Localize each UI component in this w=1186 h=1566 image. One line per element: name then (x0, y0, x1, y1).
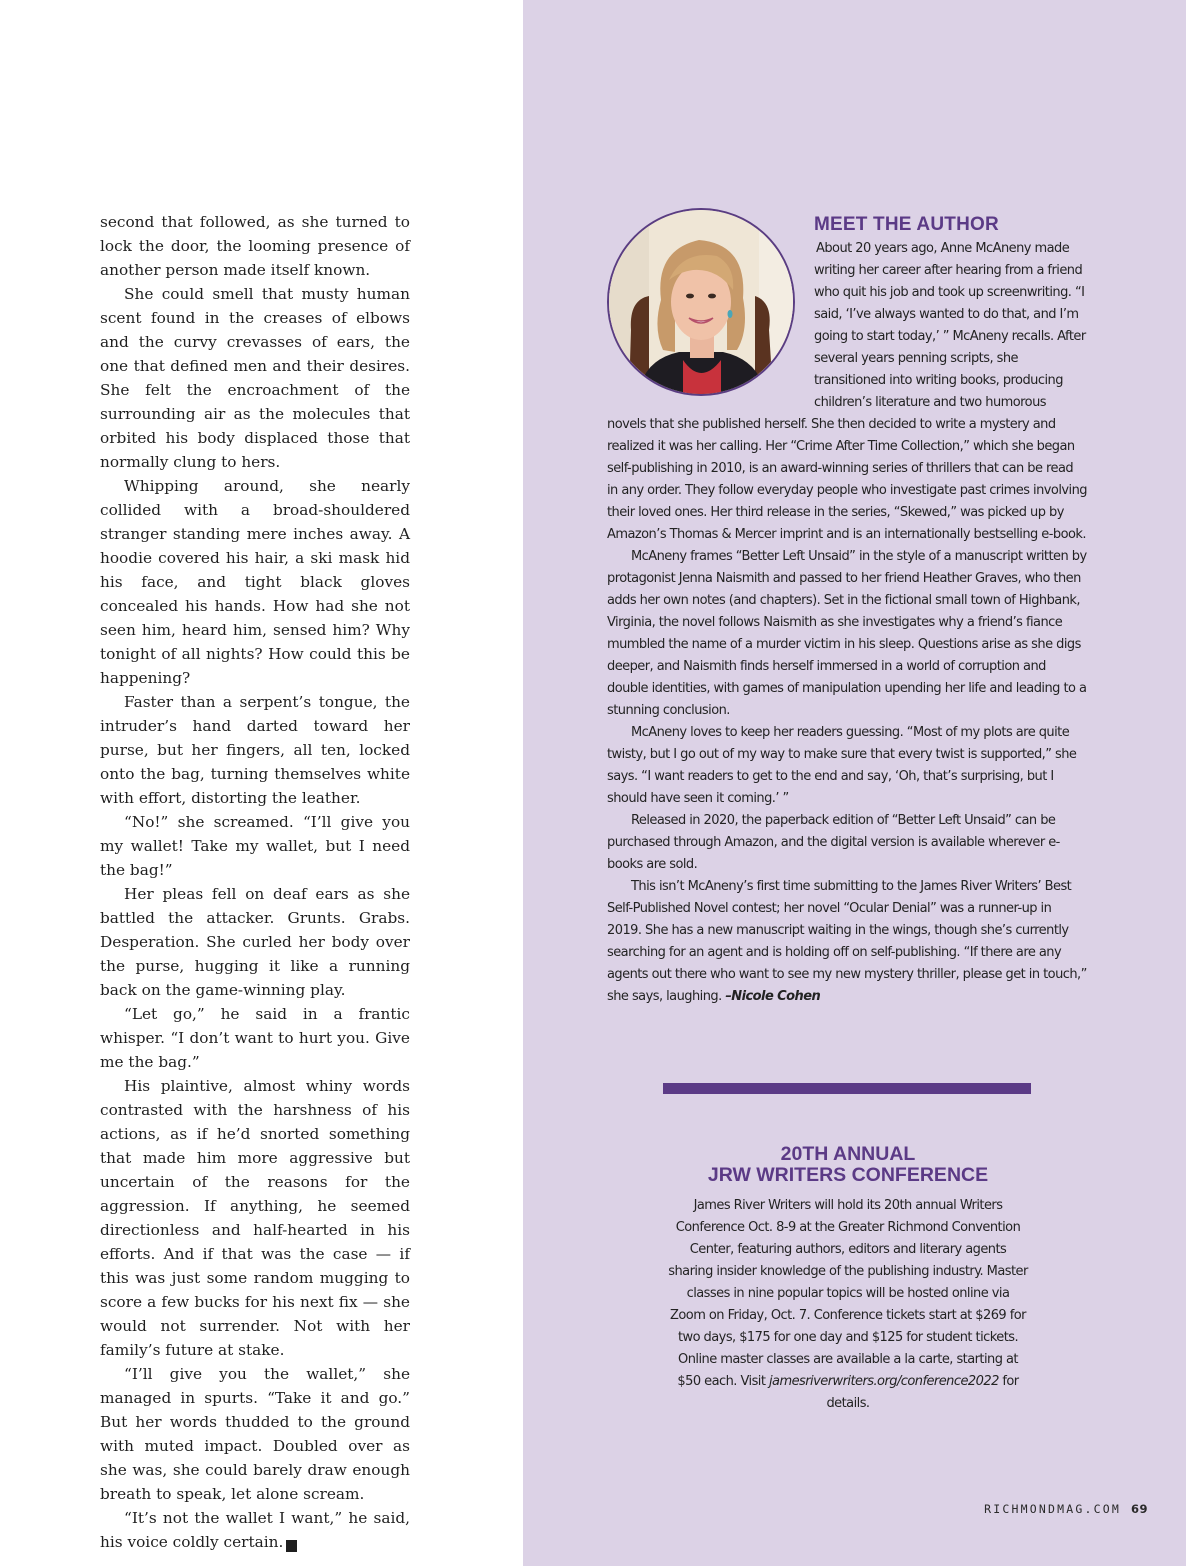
end-mark-icon: R (286, 1540, 297, 1552)
story-paragraph-text: “It’s not the wallet I want,” he said, his voice coldly certain. (100, 1509, 410, 1551)
story-column (100, 210, 410, 1554)
conference-heading-line2: JRW WRITERS CONFERENCE (707, 1164, 989, 1186)
story-paragraph: “I’ll give you the wallet,” she managed in spurts. “Take it and go.” But her words thudded to the ground with muted impact. Doubled over as she was, she could barely draw enough breath to speak, let alone scream. (100, 1365, 410, 1503)
story-paragraph: “No!” she screamed. “I’ll give you my wallet! Take my wallet, but I need the bag!” (100, 813, 410, 879)
story-paragraph: “Let go,” he said in a frantic whisper. “I don’t want to hurt you. Give me the bag.” (100, 1005, 410, 1071)
byline: –Nicole Cohen (725, 989, 821, 1004)
conference-body-end: for details. (826, 1374, 1019, 1411)
sidebar-panel (523, 0, 1186, 1566)
author-paragraph: McAneny loves to keep her readers guessing. “Most of my plots are quite twisty, but I go out of my way to make sure that every twist is supported,” she says. “I want readers to get to the end and say, ‘Oh, that’s surprising, but I should have seen it coming.’ ” (607, 725, 1077, 806)
section-divider (663, 1083, 1031, 1094)
meet-the-author-heading: MEET THE AUTHOR (814, 214, 999, 235)
conference-body (668, 1195, 1028, 1415)
page-footer (984, 1502, 1148, 1516)
conference-heading-line1: 20TH ANNUAL (780, 1143, 916, 1165)
page-number: 69 (1130, 1502, 1148, 1516)
meet-the-author-article (607, 212, 1087, 1008)
conference-body-text: James River Writers will hold its 20th annual Writers Conference Oct. 8-9 at the Greater Richmond Convention Center, featuring authors, editors and literary agents sharing insider knowledge of the publishing industry. Master classes in nine popular topics will be hosted online via Zoom on Friday, Oct. 7. Conference tickets start at $269 for two days, $175 for one day and $125 for student tickets. Online master classes are available a la carte, starting at $50 each. Visit (668, 1198, 1028, 1389)
story-paragraph: Her pleas fell on deaf ears as she battled the attacker. Grunts. Grabs. Desperation. She curled her body over the purse, hugging it like a running back on the game-winning play. (100, 885, 410, 999)
story-paragraph: She could smell that musty human scent found in the creases of elbows and the curvy crevasses of ears, the one that defined men and their desires. She felt the encroachment of the surrounding air as the molecules that orbited his body displaced those that normally clung to hers. (100, 285, 410, 471)
author-paragraph-last (607, 876, 1087, 1008)
site-url: RICHMONDMAG.COM (984, 1502, 1121, 1516)
author-paragraph: About 20 years ago, Anne McAneny made writing her career after hearing from a friend who quit his job and took up screenwriting. “I said, ‘I’ve always wanted to do that, and I’m going to start today,’ ” McAneny recalls. After several years penning scripts, she transitioned into writing books, producing children’s literature and two humorous novels that she published herself. She then decided to write a mystery and realized it was her calling. Her “Crime After Time Collection,” which she began self-publishing in 2010, is an award-winning series of thrillers that can be read in any order. They follow everyday people who investigate past crimes involving their loved ones. Her third release in the series, “Skewed,” was picked up by Amazon’s Thomas & Mercer imprint and is an internationally bestselling e-book. (607, 241, 1087, 542)
story-paragraph-last (100, 1506, 410, 1554)
story-paragraph: second that followed, as she turned to lock the door, the looming presence of another person made itself known. (100, 213, 410, 279)
story-paragraph: Faster than a serpent’s tongue, the intruder’s hand darted toward her purse, but her fingers, all ten, locked onto the bag, turning themselves white with effort, distorting the leather. (100, 693, 410, 807)
author-paragraph: Released in 2020, the paperback edition of “Better Left Unsaid” can be purchased through Amazon, and the digital version is available wherever e-books are sold. (607, 813, 1060, 872)
story-paragraph: Whipping around, she nearly collided with a broad-shouldered stranger standing mere inches away. A hoodie covered his hair, a ski mask hid his face, and tight black gloves concealed his hands. How had she not seen him, heard him, sensed him? Why tonight of all nights? How could this be happening? (100, 477, 410, 687)
author-paragraph-text: This isn’t McAneny’s first time submitting to the James River Writers’ Best Self-Published Novel contest; her novel “Ocular Denial” was a runner-up in 2019. She has a new manuscript waiting in the wings, though she’s currently searching for an agent and is holding off on self-publishing. “If there are any agents out there who want to see my new mystery thriller, please get in touch,” she says, laughing. (607, 879, 1087, 1004)
conference-link[interactable]: jamesriverwriters.org/conference2022 (769, 1374, 999, 1389)
photo-wrap-spacer (607, 212, 814, 406)
author-paragraph: McAneny frames “Better Left Unsaid” in the style of a manuscript written by protagonist Jenna Naismith and passed to her friend Heather Graves, who then adds her own notes (and chapters). Set in the fictional small town of Highbank, Virginia, the novel follows Naismith as she investigates why a friend’s fiance mumbled the name of a murder victim in his sleep. Questions arise as she digs deeper, and Naismith finds herself immersed in a world of corruption and double identities, with games of manipulation upending her life and leading to a stunning conclusion. (607, 549, 1087, 718)
conference-heading (673, 1144, 1023, 1186)
story-paragraph: His plaintive, almost whiny words contrasted with the harshness of his actions, as if he’d snorted something that made him more aggressive but uncertain of the reasons for the aggression. If anything, he seemed directionless and half-hearted in his efforts. And if that was the case — if this was just some random mugging to score a few bucks for his next fix — she would not surrender. Not with her family’s future at stake. (100, 1077, 410, 1359)
